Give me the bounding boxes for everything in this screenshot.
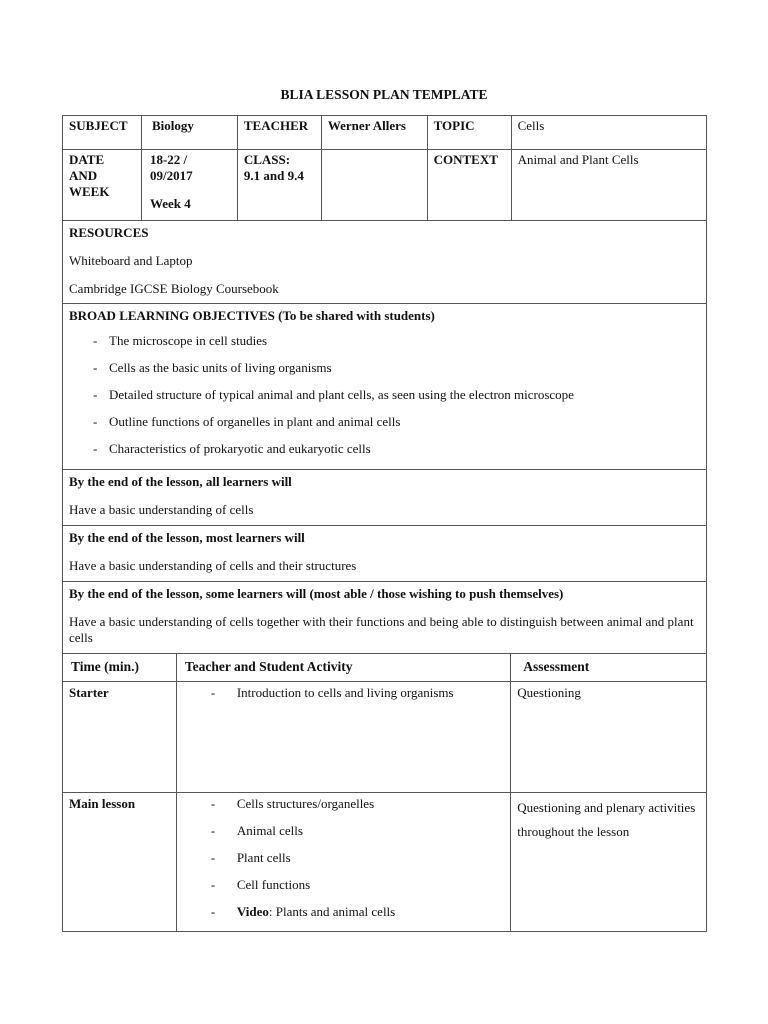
topic-value: Cells <box>511 116 706 150</box>
main-lesson-label: Main lesson <box>63 793 177 932</box>
list-item: - Cell functions <box>183 877 504 893</box>
subject-value: Biology <box>141 116 237 150</box>
date-value: 18-22 / 09/2017 <box>149 152 193 183</box>
outcome-some-section <box>63 582 707 654</box>
objectives-section <box>63 304 707 470</box>
week-value: Week 4 <box>149 196 191 211</box>
outcome-text: Have a basic understanding of cells together with their functions and being able to distinguish between animal and plant cells <box>69 614 694 645</box>
col-time-header: Time (min.) <box>63 654 177 682</box>
topic-label: TOPIC <box>427 116 511 150</box>
main-lesson-assessment: Questioning and plenary activities throughout the lesson <box>511 793 707 932</box>
objectives-heading: BROAD LEARNING OBJECTIVES (To be shared with students) <box>69 308 435 323</box>
context-value: Animal and Plant Cells <box>511 150 706 221</box>
resources-section <box>63 221 707 304</box>
starter-activities <box>176 682 510 793</box>
resources-heading: RESOURCES <box>69 225 149 240</box>
col-assessment-header: Assessment <box>511 654 707 682</box>
bullet-dash: - <box>93 387 98 402</box>
context-label: CONTEXT <box>427 150 511 221</box>
list-item: - Cells structures/organelles <box>183 796 504 812</box>
class-label: CLASS: <box>243 152 291 167</box>
subject-label: SUBJECT <box>63 116 142 150</box>
video-text: : Plants and animal cells <box>268 904 396 919</box>
teacher-label: TEACHER <box>237 116 321 150</box>
bullet-dash: - <box>210 877 216 892</box>
list-item: - Characteristics of prokaryotic and eukaryotic cells <box>69 441 700 457</box>
class-value: 9.1 and 9.4 <box>243 168 304 183</box>
list-item: - Cells as the basic units of living organisms <box>69 360 700 376</box>
bullet-dash: - <box>210 850 216 865</box>
bullet-dash: - <box>93 441 98 456</box>
document-title: BLIA LESSON PLAN TEMPLATE <box>280 87 488 102</box>
date-label: DATE AND WEEK <box>63 150 142 221</box>
starter-assessment: Questioning <box>511 682 707 793</box>
list-item <box>183 904 504 920</box>
bullet-dash: - <box>210 685 216 700</box>
list-item: - The microscope in cell studies <box>69 333 700 349</box>
bullet-dash: - <box>93 414 98 429</box>
outcome-heading: By the end of the lesson, most learners will <box>69 530 305 545</box>
col-activity-header: Teacher and Student Activity <box>176 654 510 682</box>
video-label: Video <box>236 904 269 919</box>
bullet-dash: - <box>93 360 98 375</box>
bullet-dash: - <box>210 796 216 811</box>
date-cell <box>141 150 237 221</box>
activity-table <box>62 653 707 932</box>
sections-table <box>62 220 707 654</box>
objectives-list <box>69 333 700 457</box>
outcome-all-section <box>63 470 707 526</box>
bullet-dash: - <box>210 904 216 919</box>
list-item: - Introduction to cells and living organisms <box>183 685 504 701</box>
teacher-value: Werner Allers <box>321 116 427 150</box>
main-lesson-activities <box>176 793 510 932</box>
resource-item: Whiteboard and Laptop <box>69 253 193 268</box>
outcome-text: Have a basic understanding of cells and their structures <box>69 558 357 573</box>
list-item: - Detailed structure of typical animal and plant cells, as seen using the electron microscope <box>69 387 700 403</box>
bullet-dash: - <box>210 823 216 838</box>
list-item: - Outline functions of organelles in plant and animal cells <box>69 414 700 430</box>
list-item: - Plant cells <box>183 850 504 866</box>
outcome-heading: By the end of the lesson, some learners will (most able / those wishing to push themselves) <box>69 586 564 601</box>
list-item: - Animal cells <box>183 823 504 839</box>
starter-label: Starter <box>63 682 177 793</box>
bullet-dash: - <box>93 333 98 348</box>
resource-item: Cambridge IGCSE Biology Coursebook <box>69 281 279 296</box>
header-table <box>62 115 707 221</box>
empty-cell <box>321 150 427 221</box>
outcome-most-section <box>63 526 707 582</box>
class-cell <box>237 150 321 221</box>
outcome-heading: By the end of the lesson, all learners will <box>69 474 292 489</box>
outcome-text: Have a basic understanding of cells <box>69 502 254 517</box>
